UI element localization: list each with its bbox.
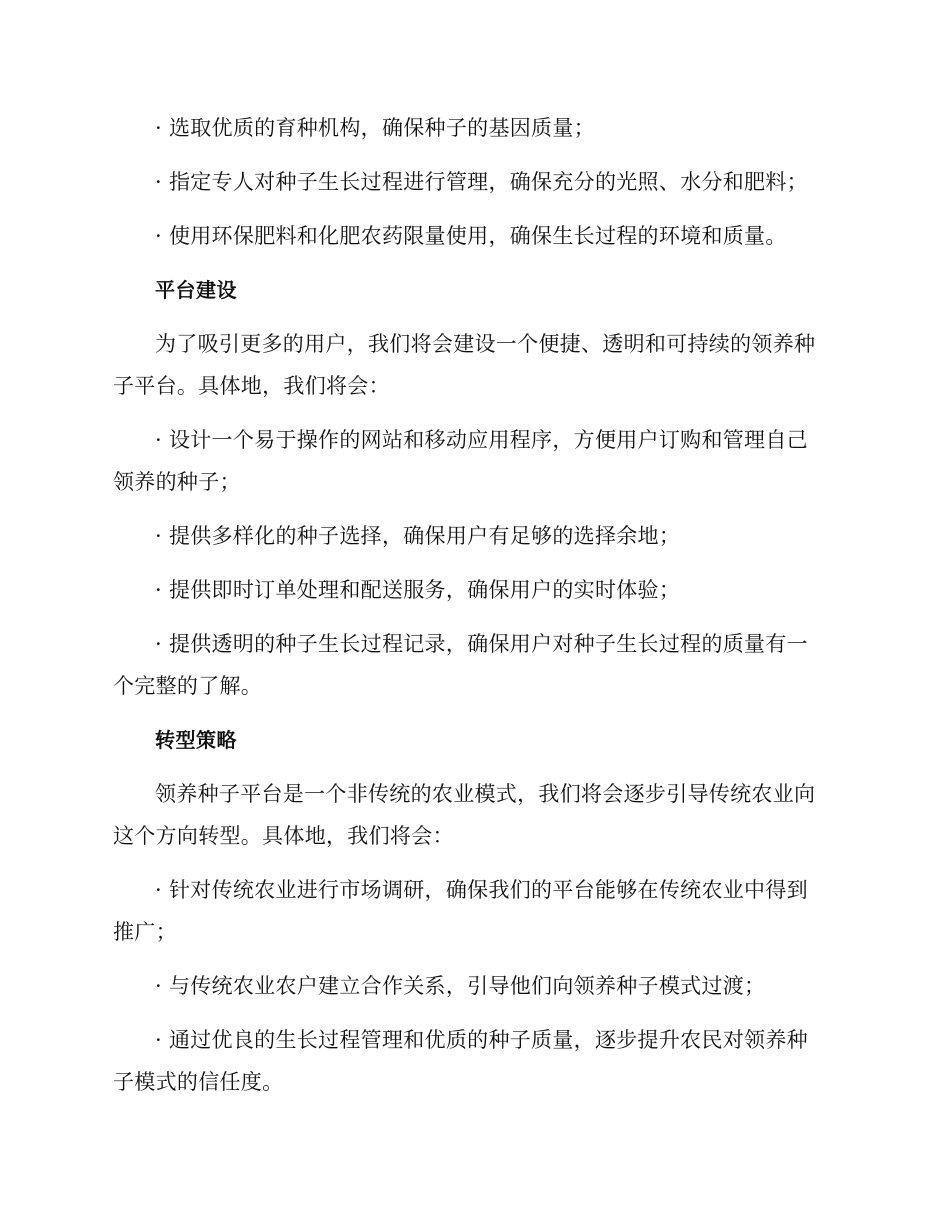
bullet-item: · 使用环保肥料和化肥农药限量使用，确保生长过程的环境和质量。 (155, 224, 787, 248)
bullet-item: · 通过优良的生长过程管理和优质的种子质量，逐步提升农民对领养种子模式的信任度。 (113, 1028, 808, 1094)
section-heading-platform: 平台建设 (155, 278, 237, 302)
bullet-item: · 设计一个易于操作的网站和移动应用程序，方便用户订购和管理自己领养的种子； (113, 428, 808, 494)
document-body (113, 107, 828, 1115)
section-intro-transformation: 领养种子平台是一个非传统的农业模式，我们将会逐步引导传统农业向这个方向转型。具体地，我们将会： (113, 782, 816, 848)
bullet-item: · 选取优质的育种机构，确保种子的基因质量； (155, 116, 595, 140)
bullet-item: · 指定专人对种子生长过程进行管理，确保充分的光照、水分和肥料； (155, 170, 808, 194)
bullet-item: · 提供多样化的种子选择，确保用户有足够的选择余地； (155, 524, 681, 548)
bullet-item: · 针对传统农业进行市场调研，确保我们的平台能够在传统农业中得到推广； (113, 878, 808, 944)
bullet-item: · 与传统农业农户建立合作关系，引导他们向领养种子模式过渡； (155, 974, 766, 998)
bullet-item: · 提供透明的种子生长过程记录，确保用户对种子生长过程的质量有一个完整的了解。 (113, 632, 808, 698)
bullet-item: · 提供即时订单处理和配送服务，确保用户的实时体验； (155, 578, 681, 602)
section-intro-platform: 为了吸引更多的用户，我们将会建设一个便捷、透明和可持续的领养种子平台。具体地，我们将会： (113, 332, 816, 398)
section-heading-transformation: 转型策略 (155, 728, 237, 752)
